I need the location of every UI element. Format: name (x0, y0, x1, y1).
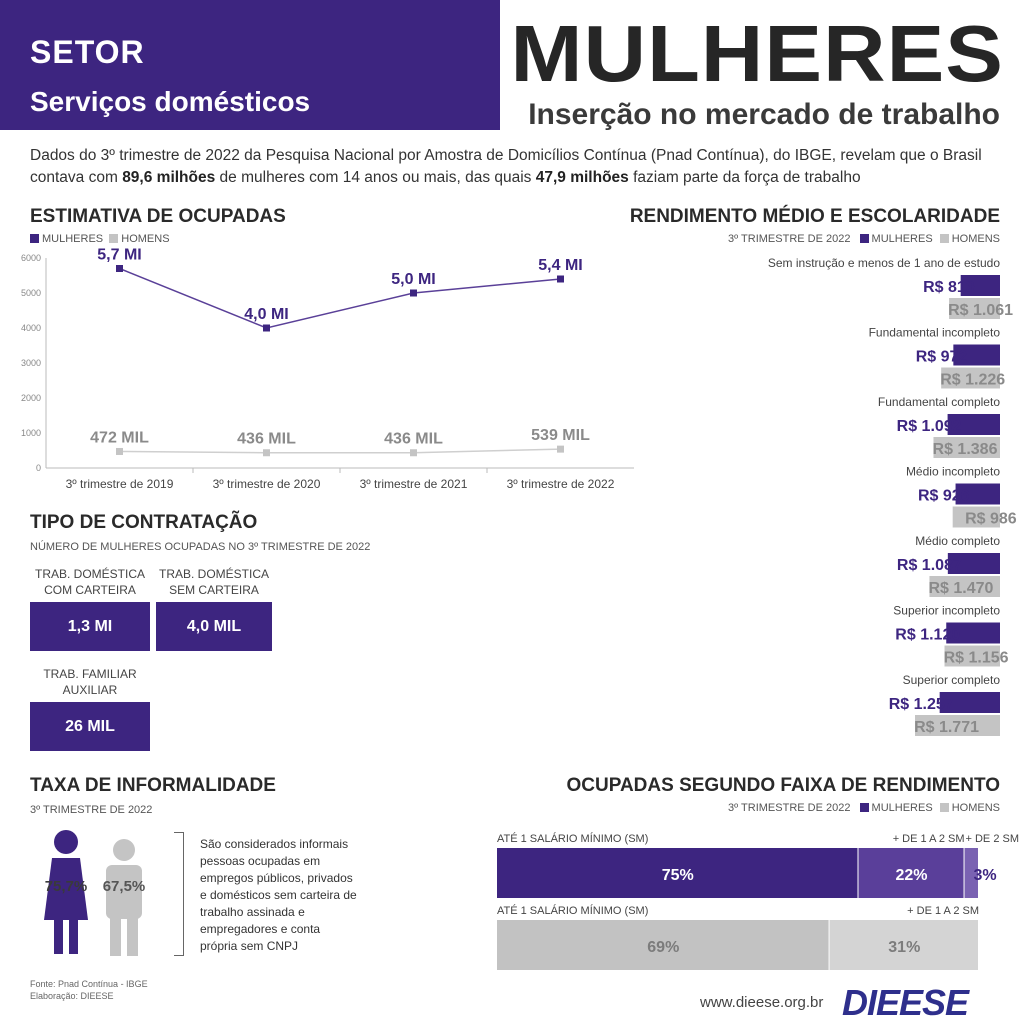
data-point (116, 265, 123, 272)
intro-part-1: Dados do 3º trimestre de 2022 da Pesquisa Nacional por Amostra de Domicílios Contínua (Pnad Contínua), do IBGE, revelam que o Brasil contava com (30, 147, 982, 186)
category-label: Médio incompleto (905, 464, 1000, 479)
contract-label-1-line-2: COM CARTEIRA (44, 583, 136, 597)
legend-men-swatch (109, 234, 118, 243)
band-value-label: 31% (888, 939, 921, 956)
data-point (410, 449, 417, 456)
data-label: 472 MIL (90, 429, 149, 447)
y-tick-label: 6000 (20, 253, 41, 263)
intro-part-2: de mulheres com 14 anos ou mais, das quais (215, 169, 536, 186)
band-value-label: 3% (973, 867, 997, 884)
bar-label-men: R$ 986 (965, 510, 1017, 528)
y-tick-label: 0 (35, 463, 41, 473)
occupied-title: ESTIMATIVA DE OCUPADAS (30, 206, 286, 227)
contract-title: TIPO DE CONTRATAÇÃO (30, 512, 258, 533)
informality-period: 3º TRIMESTRE DE 2022 (30, 804, 153, 816)
contract-label-1-line-1: TRAB. DOMÉSTICA (34, 567, 145, 581)
bar-label-women: R$ 819 (923, 279, 975, 296)
category-label: Fundamental incompleto (868, 325, 1000, 340)
source-text: Fonte: Pnad Contínua - IBGE (30, 979, 148, 989)
bands-title: OCUPADAS SEGUNDO FAIXA DE RENDIMENTO (566, 775, 1000, 796)
category-label: Médio completo (915, 534, 1000, 548)
intro-text (30, 145, 1010, 189)
data-point (116, 448, 123, 455)
contract-label-2-line-1: TRAB. DOMÉSTICA (158, 567, 269, 581)
data-label: 436 MIL (384, 430, 443, 448)
informality-title: TAXA DE INFORMALIDADE (30, 775, 276, 796)
sector-label: SETOR (30, 34, 145, 70)
data-point (557, 446, 564, 453)
category-label: Superior completo (902, 673, 1000, 687)
contract-value-3: 26 MIL (30, 702, 150, 751)
band-value-label: 75% (661, 867, 694, 884)
y-tick-label: 5000 (20, 288, 41, 298)
page-subtitle: Inserção no mercado de trabalho (528, 98, 1000, 131)
income-legend-women-swatch (860, 234, 869, 243)
x-tick-label: 3º trimestre de 2022 (506, 477, 615, 491)
y-tick-label: 4000 (20, 323, 41, 333)
bands-legend-women-label: MULHERES (871, 802, 933, 814)
series-line-women (120, 269, 561, 329)
income-legend (640, 233, 1000, 245)
informality-men-value: 67,5% (102, 878, 146, 895)
bar-label-men: R$ 1.061 (948, 302, 1014, 319)
occupied-line-chart (0, 245, 660, 500)
band-category-label: + DE 1 A 2 SM (892, 833, 965, 845)
data-point (263, 449, 270, 456)
informality-women-value: 75,7% (44, 878, 88, 895)
income-title: RENDIMENTO MÉDIO E ESCOLARIDADE (629, 206, 1000, 227)
y-tick-label: 2000 (20, 393, 41, 403)
bar-label-men: R$ 1.771 (914, 719, 979, 736)
intro-bold-1: 89,6 milhões (122, 169, 216, 186)
y-tick-label: 1000 (20, 428, 41, 438)
sector-name: Serviços domésticos (30, 86, 311, 117)
bar-label-women: R$ 1.087 (896, 557, 962, 574)
x-tick-label: 3º trimestre de 2020 (212, 477, 321, 491)
site-link[interactable]: www.dieese.org.br (700, 994, 824, 1011)
bands-legend-period: 3º TRIMESTRE DE 2022 (728, 802, 851, 814)
bar-label-women: R$ 1.257 (888, 696, 954, 713)
dieese-logo: DIEESE (842, 982, 969, 1023)
bar-label-men: R$ 1.226 (940, 371, 1006, 389)
occupied-legend (30, 233, 170, 245)
income-legend-women-label: MULHERES (871, 233, 933, 245)
income-legend-period: 3º TRIMESTRE DE 2022 (728, 233, 851, 245)
data-point (410, 290, 417, 297)
legend-women-swatch (30, 234, 39, 243)
contract-label-3-line-1: TRAB. FAMILIAR (43, 667, 137, 681)
series-line-men (120, 449, 561, 453)
band-category-label: ATÉ 1 SALÁRIO MÍNIMO (SM) (497, 833, 649, 845)
contract-value-2: 4,0 MIL (156, 602, 272, 651)
made-by-text: Elaboração: DIEESE (30, 991, 114, 1001)
informality-note: São considerados informais pessoas ocupadas em empregos públicos, privados e domésticos sem carteira de trabalho assinada e empregadores e conta própria sem CNPJ (200, 837, 357, 953)
legend-men-label: HOMENS (121, 233, 170, 245)
data-label: 5,4 MI (538, 257, 583, 274)
income-legend-men-swatch (940, 234, 949, 243)
bar-label-women: R$ 972 (915, 348, 968, 366)
man-icon (96, 838, 152, 958)
income-bar-chart (640, 250, 1017, 745)
contract-label-2-line-2: SEM CARTEIRA (169, 583, 259, 597)
data-label: 5,0 MI (391, 271, 436, 288)
contract-label-3 (30, 666, 150, 698)
note-bracket (174, 832, 184, 956)
band-value-label: 69% (647, 939, 680, 956)
band-category-label: + DE 2 SM (965, 833, 1019, 845)
bands-legend-men-label: HOMENS (951, 802, 1000, 814)
contract-label-1 (30, 566, 150, 598)
bar-label-men: R$ 1.470 (928, 580, 994, 597)
x-tick-label: 3º trimestre de 2021 (359, 477, 468, 491)
data-point (263, 325, 270, 332)
bar-label-women: R$ 1.120 (895, 626, 961, 644)
category-label: Superior incompleto (893, 603, 1000, 618)
category-label: Fundamental completo (877, 395, 1000, 409)
bar-label-women: R$ 1.092 (896, 418, 962, 435)
contract-label-2 (156, 566, 272, 598)
band-category-label: ATÉ 1 SALÁRIO MÍNIMO (SM) (497, 905, 649, 917)
income-legend-men-label: HOMENS (951, 233, 1000, 245)
intro-part-3: faziam parte da força de trabalho (628, 169, 861, 186)
bands-legend-men-swatch (940, 803, 949, 812)
x-tick-label: 3º trimestre de 2019 (65, 477, 174, 491)
bands-legend (640, 802, 1000, 814)
contract-value-1: 1,3 MI (30, 602, 150, 651)
bar-label-women: R$ 926 (917, 487, 970, 505)
data-point (557, 276, 564, 283)
data-label: 5,7 MI (97, 246, 142, 264)
income-band-chart (490, 826, 1024, 974)
y-tick-label: 3000 (20, 358, 41, 368)
contract-label-3-line-2: AUXILIAR (62, 683, 118, 697)
page-title: MULHERES (510, 9, 1004, 98)
intro-bold-2: 47,9 milhões (535, 169, 629, 186)
data-label: 4,0 MI (244, 306, 289, 323)
bands-legend-women-swatch (860, 803, 869, 812)
band-category-label: + DE 1 A 2 SM (907, 905, 979, 917)
footer-source (30, 978, 148, 1002)
bar-label-men: R$ 1.156 (943, 649, 1009, 667)
category-label: Sem instrução e menos de 1 ano de estudo (767, 256, 1000, 270)
data-label: 539 MIL (531, 427, 590, 445)
band-value-label: 22% (895, 867, 928, 884)
bar-label-men: R$ 1.386 (932, 441, 998, 458)
legend-women-label: MULHERES (42, 233, 104, 245)
data-label: 436 MIL (237, 430, 296, 448)
contract-subtitle: NÚMERO DE MULHERES OCUPADAS NO 3º TRIMESTRE DE 2022 (30, 541, 371, 553)
